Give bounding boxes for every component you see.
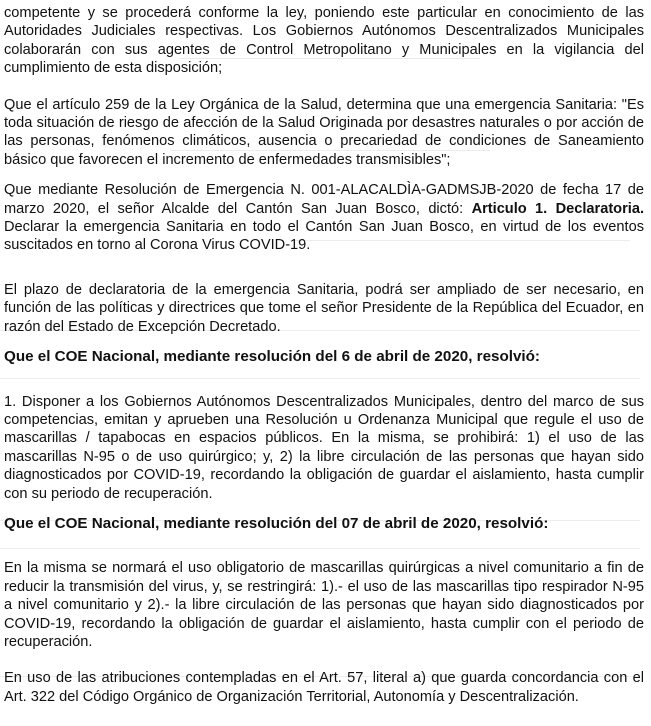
paragraph-mandatory-masks: En la misma se normará el uso obligatorio de mascarillas quirúrgicas a nivel comunitario a fin de reducir la transmisión del virus, y, se restringirá: 1).- el uso de las mascarillas tipo respirador N-95 a nivel comunitario y 2).- la libre circulación de las personas que hayan sido diagnosticados por COVID-19, recordando la obligación de guardar el aislamiento, hasta cumplir con el periodo de recuperación. [4,560,644,650]
paragraph-emergency-resolution [4,181,644,255]
paragraph-declaration-term: El plazo de declaratoria de la emergencia Sanitaria, podrá ser ampliado de ser necesario, en función de las políticas y directrices que tome el señor Presidente de la República del Ecuador, en razón del Estado de Excepción Decretado. [4,281,644,335]
heading-coe-april-6: Que el COE Nacional, mediante resolución del 6 de abril de 2020, resolvió: [4,348,540,366]
paragraph-attributions: En uso de las atribuciones contempladas en el Art. 57, literal a) que guarda concordancia con el Art. 322 del Código Orgánico de Organización Territorial, Autonomía y Descentralización. [4,670,644,705]
article-1-declaratoria: Articulo 1. Declaratoria. [471,200,644,217]
paragraph-continuation: competente y se procederá conforme la ley, poniendo este particular en conocimiento de las Autoridades Judiciales respectivas. Los Gobiernos Autónomos Descentralizados Municipales colaborarán con sus agentes de Control Metropolitano y Municipales en la vigilancia del cumplimiento de esta disposición; [4,5,644,77]
paragraph-emergency-resolution-intro: Que mediante Resolución de Emergencia N. 001-ALACALDÌA-GADMSJB-2020 de fecha 17 de marzo 2020, el señor Alcalde del Cantón San Juan Bosco, dictó: [4,182,644,217]
heading-coe-april-7: Que el COE Nacional, mediante resolución del 07 de abril de 2020, resolvió: [4,514,549,532]
paragraph-coe-disposition: 1. Disponer a los Gobiernos Autónomos Descentralizados Municipales, dentro del marco de sus competencias, emitan y aprueben una Resolución u Ordenanza Municipal que regule el uso de mascarillas / tapabocas en espacios públicos. En la misma, se prohibirá: 1) el uso de las mascarillas N-95 o de uso quirúrgico; y, 2) la libre circulación de las personas que hayan sido diagnosticados por COVID-19, recordando la obligación de guardar el aislamiento, hasta cumplir con su periodo de recuperación. [4,393,644,502]
document-body [4,4,644,706]
paragraph-emergency-resolution-rest: Declarar la emergencia Sanitaria en todo el Cantón San Juan Bosco, en virtud de los eventos suscitados en torno al Corona Virus COVID-19. [4,219,644,254]
paragraph-article-259: Que el artículo 259 de la Ley Orgánica de la Salud, determina que una emergencia Sanitaria: "Es toda situación de riesgo de afección de la Salud Originada por desastres naturales o por acción de las personas, fenómenos climáticos, ausencia o precariedad de condiciones de Saneamiento básico que favorecen el incremento de enfermedades transmisibles"; [4,96,644,168]
